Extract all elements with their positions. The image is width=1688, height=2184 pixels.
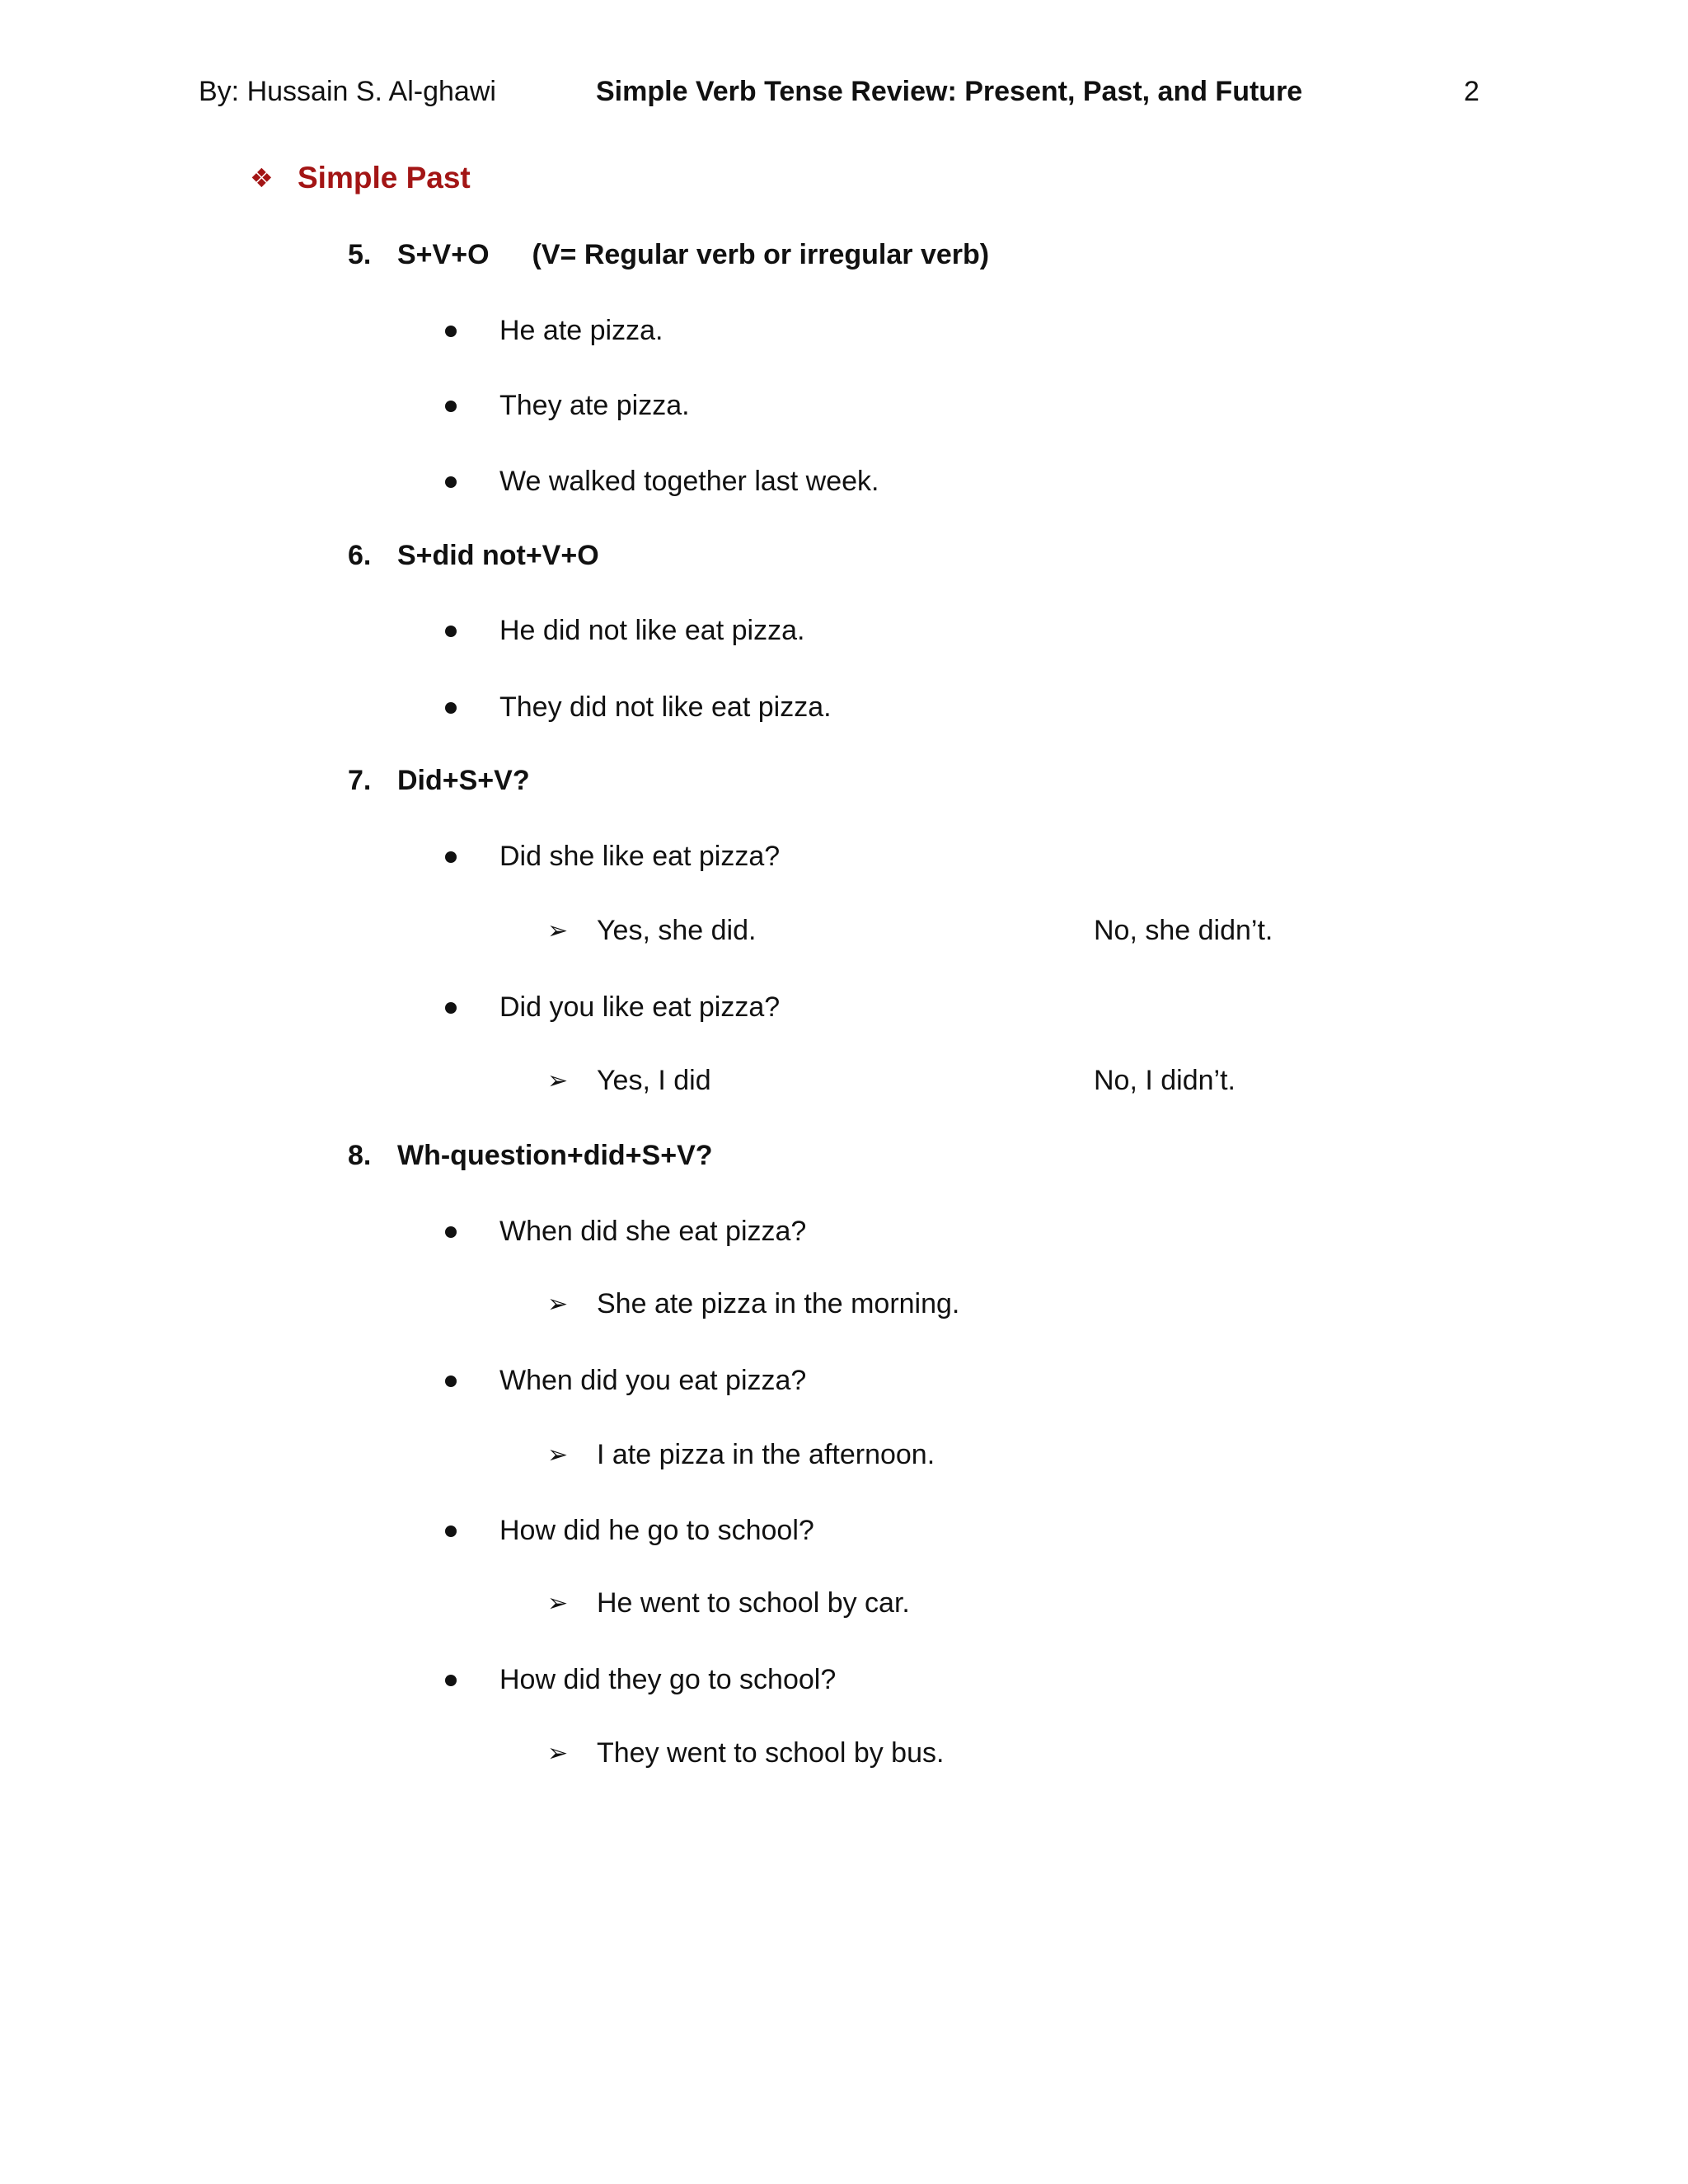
answer-item (547, 1065, 711, 1097)
bullet-icon (445, 851, 457, 863)
page-header (0, 76, 1688, 115)
example-question: Did you like eat pizza? (499, 991, 781, 1023)
rule-number: 7. (348, 765, 372, 796)
example-sentence: They ate pizza. (499, 390, 690, 421)
example-sentence: He did not like eat pizza. (499, 615, 805, 646)
list-item (445, 466, 879, 498)
example-sentence: He ate pizza. (499, 315, 663, 346)
answer-item (547, 1587, 910, 1619)
bullet-icon (445, 1376, 457, 1387)
header-title: Simple Verb Tense Review: Present, Past, and Future (596, 76, 1303, 107)
bullet-icon (445, 702, 457, 714)
example-question: Did she like eat pizza? (499, 841, 781, 872)
arrow-bullet-icon: ➢ (547, 1291, 569, 1318)
example-question: How did he go to school? (499, 1515, 814, 1546)
bullet-icon (445, 1526, 457, 1537)
bullet-icon (445, 626, 457, 637)
bullet-icon (445, 1675, 457, 1686)
example-question: How did they go to school? (499, 1664, 837, 1695)
rule-formula: Wh-question+did+S+V? (397, 1140, 713, 1171)
example-answer: I ate pizza in the afternoon. (597, 1439, 935, 1470)
example-answer: They went to school by bus. (597, 1737, 945, 1769)
page-number: 2 (1464, 76, 1479, 107)
rule-5 (348, 239, 989, 271)
list-item (445, 841, 780, 873)
example-answer: She ate pizza in the morning. (597, 1288, 960, 1319)
rule-number: 6. (348, 540, 372, 571)
bullet-icon (445, 1226, 457, 1238)
rule-6 (348, 540, 599, 572)
arrow-bullet-icon: ➢ (547, 917, 569, 944)
answer-yes: Yes, she did. (597, 915, 757, 946)
arrow-bullet-icon: ➢ (547, 1740, 569, 1767)
rule-7 (348, 765, 530, 797)
list-item (445, 691, 832, 724)
answer-item (547, 1439, 935, 1471)
arrow-bullet-icon: ➢ (547, 1441, 569, 1469)
bullet-icon (445, 401, 457, 412)
arrow-bullet-icon: ➢ (547, 1590, 569, 1617)
rule-note: (V= Regular verb or irregular verb) (532, 239, 990, 270)
header-author: By: Hussain S. Al-ghawi (199, 76, 496, 107)
rule-number: 8. (348, 1140, 372, 1171)
list-item (445, 991, 780, 1024)
answer-no: No, she didn’t. (1094, 915, 1273, 946)
answer-yes: Yes, I did (597, 1065, 711, 1096)
example-sentence: They did not like eat pizza. (499, 691, 832, 723)
list-item (445, 615, 804, 647)
example-question: When did you eat pizza? (499, 1365, 807, 1396)
answer-item (547, 1737, 944, 1769)
arrow-bullet-icon: ➢ (547, 1067, 569, 1094)
rule-8 (348, 1140, 713, 1172)
diamond-bullet-icon: ❖ (250, 163, 274, 193)
list-item (445, 1515, 814, 1547)
answer-item (547, 1288, 959, 1320)
example-answer: He went to school by car. (597, 1587, 910, 1619)
list-item (445, 1216, 806, 1248)
answer-no: No, I didn’t. (1094, 1065, 1236, 1096)
example-sentence: We walked together last week. (499, 466, 879, 497)
list-item (445, 1664, 836, 1696)
bullet-icon (445, 1002, 457, 1014)
rule-formula: S+did not+V+O (397, 540, 599, 571)
rule-number: 5. (348, 239, 372, 270)
answer-item (547, 915, 756, 947)
section-title: Simple Past (298, 161, 471, 194)
section-heading (250, 161, 471, 195)
list-item (445, 1365, 806, 1397)
bullet-icon (445, 476, 457, 488)
list-item (445, 390, 690, 422)
example-question: When did she eat pizza? (499, 1216, 807, 1247)
rule-formula: S+V+O (397, 239, 490, 270)
list-item (445, 315, 663, 347)
rule-formula: Did+S+V? (397, 765, 530, 796)
bullet-icon (445, 326, 457, 337)
